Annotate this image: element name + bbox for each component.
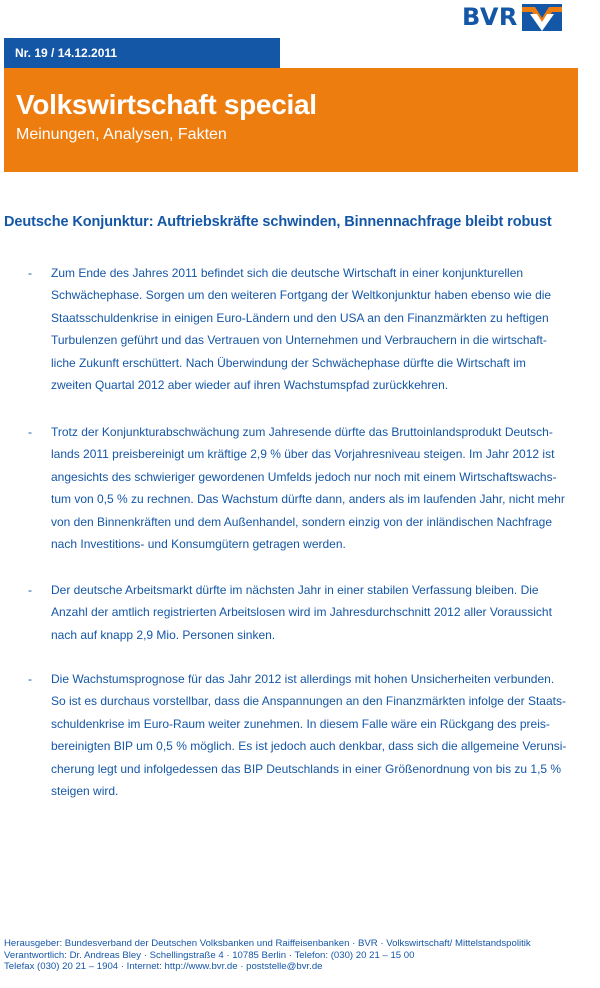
text-line: schuldenkrise im Euro-Raum weiter zunehmen. In diesem Falle wäre ein Rückgang des preis-: [51, 716, 550, 731]
issue-number-bar: [4, 38, 280, 68]
text-line: lands 2011 preisbereinigt um kräftige 2,9 % über das Vorjahresniveau steigen. Im Jahr 2012 ist: [51, 447, 555, 462]
text-line: nach Investitions- und Konsumgütern getragen werden.: [51, 537, 346, 552]
publication-title: Volkswirtschaft special: [16, 89, 317, 120]
text-line: liche Zukunft erschüttert. Nach Überwindung der Schwächephase dürfte die Wirtschaft im: [51, 355, 526, 370]
text-line: cherung legt und infolgedessen das BIP Deutschlands in einer Größenordnung von bis zu 1,5 %: [51, 761, 562, 776]
text-line: von den Binnenkräften und dem Außenhandel, sondern einzig von der inländischen Nachfrage: [51, 514, 553, 529]
text-line: Der deutsche Arbeitsmarkt dürfte im nächsten Jahr in einer stabilen Verfassung bleiben. Die: [51, 583, 539, 597]
text-line: Trotz der Konjunkturabschwächung zum Jahresende dürfte das Bruttoinlandsprodukt Deutsch-: [51, 425, 553, 439]
text-line: Staatsschuldenkrise in einigen Euro-Ländern und den USA an den Finanzmärkten zu heftigen: [51, 310, 549, 325]
logo-text: BVR: [462, 3, 518, 31]
title-banner: [4, 68, 578, 172]
text-line: bereinigten BIP um 0,5 % möglich. Es ist jedoch auch denkbar, dass sich die allgemeine Verunsi-: [51, 739, 567, 754]
volksbank-logo-icon: [522, 4, 562, 31]
bullet-marker: -: [28, 672, 32, 686]
bullet-item-1: [28, 262, 576, 396]
bullet-text: [51, 421, 576, 555]
footer-line-responsible: Verantwortlich: Dr. Andreas Bley · Schellingstraße 4 · 10785 Berlin · Telefon: (030) 20 21 – 15 00: [4, 949, 415, 961]
text-line: tum von 0,5 % zu rechnen. Das Wachstum dürfte dann, anders als im laufenden Jahr, nicht mehr: [51, 492, 565, 507]
text-line: zweiten Quartal 2012 aber wieder auf ihren Wachstumspfad zurückkehren.: [51, 378, 449, 393]
bullet-item-4: [28, 668, 576, 802]
publication-subtitle: Meinungen, Analysen, Fakten: [16, 126, 227, 143]
bullet-text: [51, 668, 576, 802]
publisher-footer: [4, 938, 596, 973]
text-line: steigen wird.: [51, 784, 119, 799]
text-line: Schwächephase. Sorgen um den weiteren Fortgang der Weltkonjunktur haben ebenso wie die: [51, 288, 552, 303]
bullet-marker: -: [28, 266, 32, 280]
text-line: Zum Ende des Jahres 2011 befindet sich die deutsche Wirtschaft in einer konjunkturellen: [51, 266, 524, 280]
issue-number: Nr. 19 / 14.12.2011: [15, 46, 118, 60]
text-line: angesichts des schwieriger gewordenen Umfelds jedoch nur noch mit einem Wirtschaftswachs-: [51, 469, 557, 484]
text-line: nach auf knapp 2,9 Mio. Personen sinken.: [51, 627, 276, 642]
bullet-marker: -: [28, 583, 32, 597]
bullet-text: [51, 262, 576, 396]
bullet-marker: -: [28, 425, 32, 439]
text-line: Die Wachstumsprognose für das Jahr 2012 ist allerdings mit hohen Unsicherheiten verbunden.: [51, 672, 555, 686]
bullet-item-2: [28, 421, 576, 555]
bullet-item-3: [28, 579, 576, 646]
text-line: So ist es durchaus vorstellbar, dass die Anspannungen an den Finanzmärkten infolge der Staats-: [51, 694, 566, 709]
footer-line-publisher: Herausgeber: Bundesverband der Deutschen Volksbanken und Raiffeisenbanken · BVR · Volkswirtschaft/ Mittelstandspolitik: [4, 938, 531, 949]
bullet-text: [51, 579, 576, 646]
article-headline: Deutsche Konjunktur: Auftriebskräfte schwinden, Binnennachfrage bleibt robust: [4, 214, 552, 230]
text-line: Turbulenzen geführt und das Vertrauen von Unternehmen und Verbrauchern in die wirtschaft-: [51, 333, 547, 348]
footer-line-contact: Telefax (030) 20 21 – 1904 · Internet: http://www.bvr.de · poststelle@bvr.de: [4, 961, 323, 973]
bvr-logo: [462, 2, 562, 32]
text-line: Anzahl der amtlich registrierten Arbeitslosen wird im Jahresdurchschnitt 2012 aller Voraussicht: [51, 605, 552, 620]
